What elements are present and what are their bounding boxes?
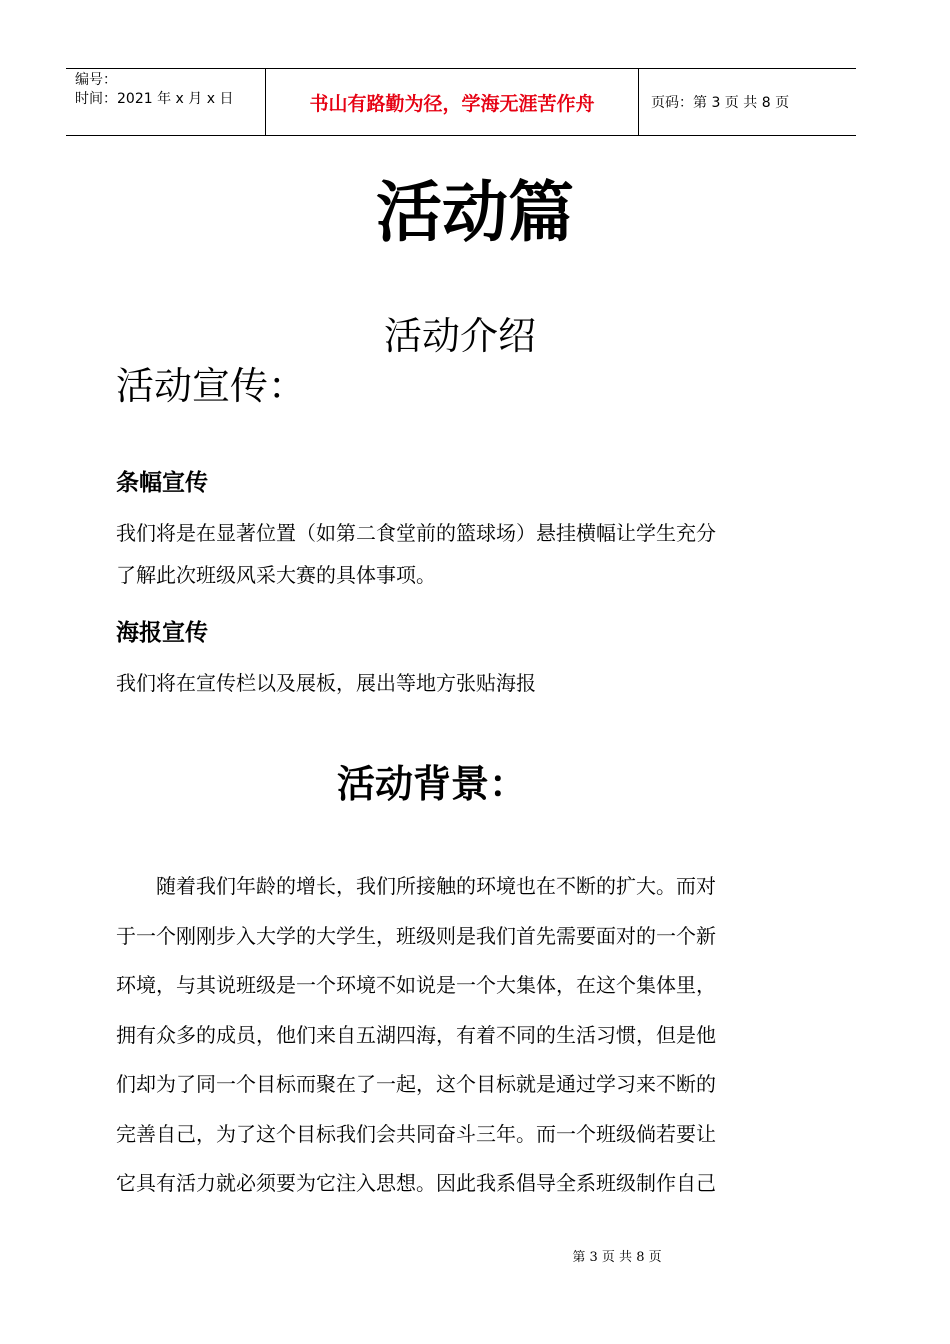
header-motto: 书山有路勤为径，学海无涯苦作舟 bbox=[266, 69, 639, 135]
section-promo-title: 活动宣传： bbox=[116, 364, 307, 408]
header-meta bbox=[66, 69, 266, 135]
date-label: 时间：2021 年 x 月 x 日 bbox=[75, 91, 234, 107]
background-line: 拥有众多的成员，他们来自五湖四海，有着不同的生活习惯，但是他 bbox=[116, 1022, 716, 1047]
background-line: 于一个刚刚步入大学的大学生，班级则是我们首先需要面对的一个新 bbox=[116, 923, 716, 948]
background-line: 随着我们年龄的增长，我们所接触的环境也在不断的扩大。而对 bbox=[116, 874, 716, 898]
poster-paragraph bbox=[116, 662, 816, 704]
background-line: 们却为了同一个目标而聚在了一起，这个目标就是通过学习来不断的 bbox=[116, 1072, 716, 1096]
banner-paragraph bbox=[116, 512, 816, 596]
background-line: 它具有活力就必须要为它注入思想。因此我系倡导全系班级制作自己 bbox=[116, 1171, 716, 1195]
background-title: 活动背景： bbox=[336, 761, 527, 806]
section-intro-title: 活动介绍 bbox=[383, 314, 536, 358]
banner-line: 我们将是在显著位置（如第二食堂前的篮球场）悬挂横幅让学生充分 bbox=[116, 521, 716, 545]
number-label: 编号： bbox=[75, 72, 117, 88]
background-line: 完善自己，为了这个目标我们会共同奋斗三年。而一个班级倘若要让 bbox=[116, 1121, 716, 1146]
page-title: 活动篇 bbox=[376, 174, 574, 251]
banner-heading: 条幅宣传 bbox=[116, 470, 208, 496]
header-page-info: 页码：第 3 页 共 8 页 bbox=[651, 95, 790, 111]
background-paragraph bbox=[116, 862, 816, 1209]
poster-line: 我们将在宣传栏以及展板，展出等地方张贴海报 bbox=[116, 671, 536, 695]
background-line: 环境，与其说班级是一个环境不如说是一个大集体，在这个集体里， bbox=[116, 973, 716, 997]
banner-line: 了解此次班级风采大赛的具体事项。 bbox=[116, 563, 436, 587]
page-footer: 第 3 页 共 8 页 bbox=[572, 1250, 662, 1265]
poster-heading: 海报宣传 bbox=[116, 620, 208, 646]
page-header bbox=[66, 68, 856, 136]
